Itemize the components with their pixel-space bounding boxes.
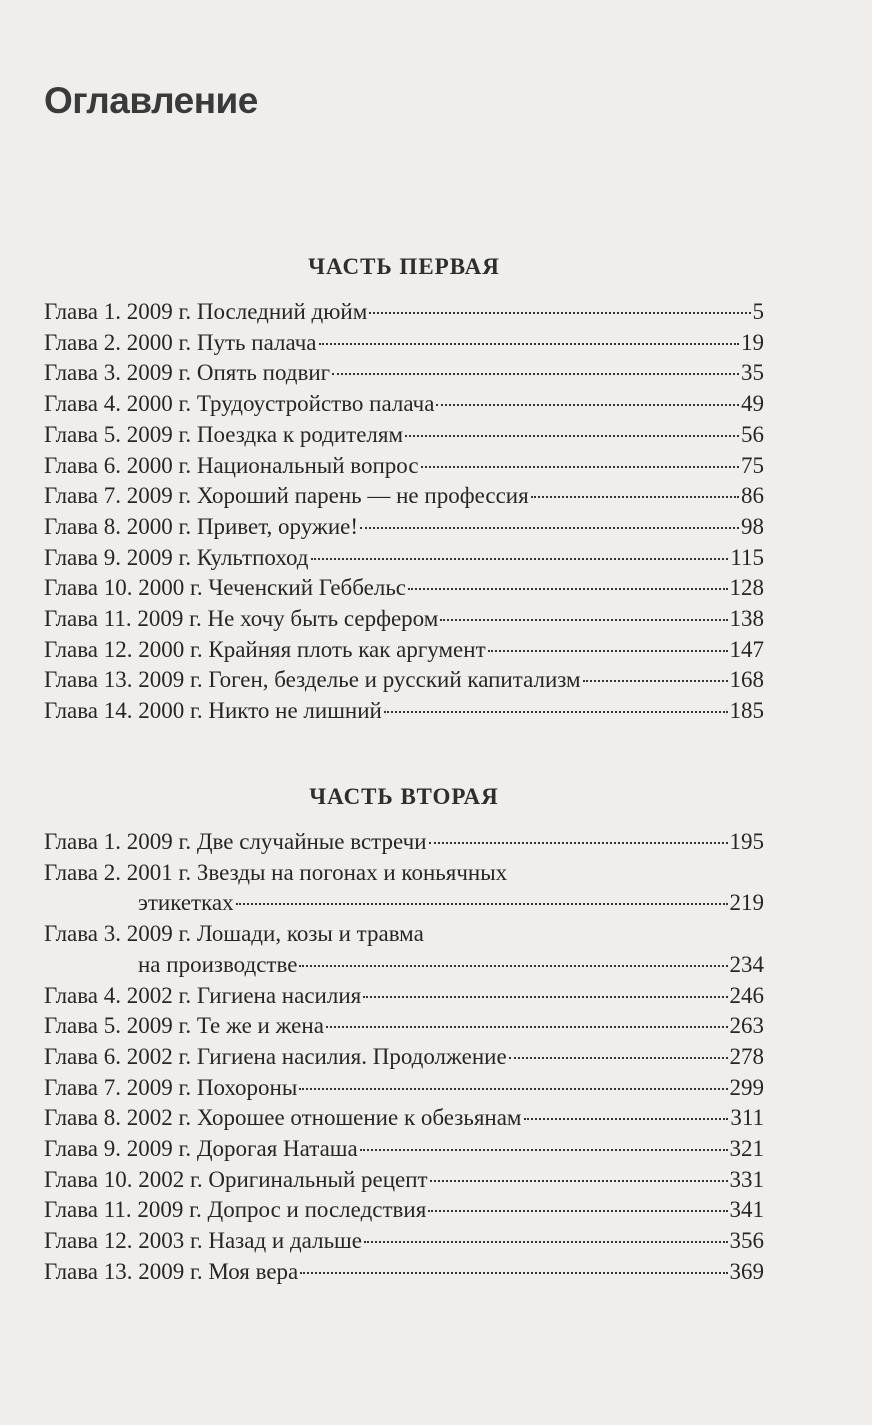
- chapter-title: на производстве: [138, 951, 298, 977]
- toc-entry[interactable]: [44, 665, 764, 696]
- toc-line: [44, 1011, 764, 1042]
- dot-leader: [236, 903, 728, 905]
- page-number: 341: [729, 1197, 764, 1223]
- toc-line: [44, 481, 764, 512]
- dot-leader: [583, 680, 728, 682]
- toc-line: [44, 858, 764, 889]
- dot-leader: [300, 1272, 727, 1274]
- page-number: 195: [729, 829, 764, 854]
- chapter-title: Глава 1. 2009 г. Две случайные встречи: [44, 829, 427, 854]
- chapter-title: Глава 11. 2009 г. Не хочу быть серфером: [44, 606, 439, 632]
- page-number: 263: [729, 1013, 764, 1039]
- page-number: 147: [729, 636, 764, 662]
- chapter-title: Глава 13. 2009 г. Гоген, безделье и русский капитализм: [44, 667, 581, 693]
- toc-entry[interactable]: [44, 1011, 764, 1042]
- page-number: 246: [729, 982, 764, 1008]
- toc-line: [44, 1226, 764, 1257]
- toc-line: [44, 981, 764, 1012]
- toc-entry[interactable]: [44, 1134, 764, 1165]
- page-number: 19: [741, 329, 764, 355]
- dot-leader: [360, 1149, 728, 1151]
- chapter-title: Глава 4. 2000 г. Трудоустройство палача: [44, 391, 435, 417]
- dot-leader: [408, 588, 727, 590]
- toc-line: [44, 888, 764, 919]
- toc-entry[interactable]: [44, 1103, 764, 1134]
- toc-entry[interactable]: [44, 1195, 764, 1226]
- toc-line: [44, 696, 764, 727]
- toc-line: [44, 420, 764, 451]
- dot-leader: [524, 1118, 729, 1120]
- dot-leader: [299, 1088, 727, 1090]
- page-number: 98: [741, 513, 764, 539]
- chapter-title: Глава 7. 2009 г. Похороны: [44, 1074, 298, 1100]
- chapter-title: Глава 5. 2009 г. Поездка к родителям: [44, 421, 404, 447]
- toc-entry[interactable]: [44, 827, 764, 858]
- toc-line: [44, 1042, 764, 1073]
- page-number: 86: [741, 483, 764, 509]
- chapter-title: Глава 7. 2009 г. Хороший парень — не профессия: [44, 483, 529, 509]
- dot-leader: [429, 842, 728, 844]
- page-number: 75: [741, 452, 764, 478]
- toc-line: [44, 665, 764, 696]
- dot-leader: [509, 1057, 728, 1059]
- part-one: [44, 253, 764, 727]
- toc-entry[interactable]: [44, 919, 764, 980]
- dot-leader: [440, 619, 727, 621]
- dot-leader: [360, 527, 739, 529]
- toc-line: [44, 635, 764, 666]
- dot-leader: [326, 1026, 728, 1028]
- toc-line: [44, 1165, 764, 1196]
- dot-leader: [428, 1210, 727, 1212]
- dot-leader: [332, 373, 739, 375]
- page-number: 356: [729, 1228, 764, 1254]
- chapter-title: Глава 8. 2000 г. Привет, оружие!: [44, 513, 358, 539]
- toc-entry[interactable]: [44, 543, 764, 574]
- chapter-title: Глава 9. 2009 г. Дорогая Наташа: [44, 1136, 358, 1162]
- toc-line: [44, 1134, 764, 1165]
- chapter-title: Глава 4. 2002 г. Гигиена насилия: [44, 982, 362, 1008]
- page-number: 234: [729, 951, 764, 977]
- dot-leader: [436, 404, 739, 406]
- toc-entry[interactable]: [44, 512, 764, 543]
- toc-entry[interactable]: [44, 420, 764, 451]
- chapter-title: Глава 13. 2009 г. Моя вера: [44, 1258, 299, 1284]
- chapter-title: Глава 1. 2009 г. Последний дюйм: [44, 299, 368, 324]
- toc-entry[interactable]: [44, 858, 764, 919]
- toc-entry[interactable]: [44, 1257, 764, 1288]
- dot-leader: [405, 435, 739, 437]
- chapter-title: Глава 8. 2002 г. Хорошее отношение к обезьянам: [44, 1105, 522, 1131]
- page-number: 128: [729, 575, 764, 601]
- toc-entry[interactable]: [44, 1042, 764, 1073]
- page-number: 185: [729, 698, 764, 724]
- toc-entry[interactable]: [44, 696, 764, 727]
- page-number: 49: [741, 391, 764, 417]
- chapter-title: Глава 10. 2002 г. Оригинальный рецепт: [44, 1166, 428, 1192]
- chapter-title: этикетках: [138, 890, 234, 916]
- toc-line: [44, 827, 764, 858]
- dot-leader: [488, 650, 728, 652]
- dot-leader: [299, 965, 727, 967]
- dot-leader: [363, 996, 727, 998]
- page-number: 299: [729, 1074, 764, 1100]
- chapter-title: Глава 10. 2000 г. Чеченский Геббельс: [44, 575, 407, 601]
- toc-list: [44, 297, 764, 727]
- part-heading: ЧАСТЬ ВТОРАЯ: [309, 784, 499, 809]
- toc-entry[interactable]: [44, 481, 764, 512]
- chapter-title: Глава 6. 2000 г. Национальный вопрос: [44, 452, 419, 478]
- toc-entry[interactable]: [44, 604, 764, 635]
- part-heading: ЧАСТЬ ПЕРВАЯ: [308, 254, 500, 279]
- page-number: 138: [729, 606, 764, 632]
- page-number: 311: [730, 1105, 764, 1131]
- toc-line: [44, 1103, 764, 1134]
- chapter-title: Глава 14. 2000 г. Никто не лишний: [44, 698, 382, 724]
- chapter-title: Глава 11. 2009 г. Допрос и последствия: [44, 1197, 427, 1223]
- toc-entry[interactable]: [44, 635, 764, 666]
- toc-entry[interactable]: [44, 1226, 764, 1257]
- page-number: 56: [741, 421, 764, 447]
- toc-entry[interactable]: [44, 328, 764, 359]
- chapter-title: Глава 3. 2009 г. Опять подвиг: [44, 360, 331, 386]
- toc-line: [44, 604, 764, 635]
- dot-leader: [531, 496, 739, 498]
- toc-line: [44, 389, 764, 420]
- toc-entry[interactable]: [44, 389, 764, 420]
- toc-entry[interactable]: [44, 981, 764, 1012]
- chapter-title: Глава 3. 2009 г. Лошади, козы и травма: [44, 921, 424, 947]
- part-two: [44, 783, 764, 1288]
- chapter-title: Глава 12. 2000 г. Крайняя плоть как аргумент: [44, 636, 486, 662]
- page-number: 35: [741, 360, 764, 386]
- page-number: 278: [729, 1043, 764, 1069]
- toc-line: [44, 328, 764, 359]
- page-number: 5: [752, 299, 764, 324]
- toc-entry[interactable]: [44, 297, 764, 328]
- dot-leader: [384, 711, 728, 713]
- toc-line: [44, 950, 764, 981]
- toc-entry[interactable]: [44, 451, 764, 482]
- chapter-title: Глава 6. 2002 г. Гигиена насилия. Продолжение: [44, 1043, 507, 1069]
- chapter-title: Глава 12. 2003 г. Назад и дальше: [44, 1228, 362, 1254]
- toc-line: [44, 512, 764, 543]
- toc-line: [44, 1195, 764, 1226]
- dot-leader: [311, 558, 729, 560]
- toc-line: [44, 297, 764, 328]
- page-number: 219: [729, 890, 764, 916]
- toc-line: [44, 919, 764, 950]
- dot-leader: [421, 466, 739, 468]
- dot-leader: [369, 312, 750, 314]
- page-number: 369: [729, 1258, 764, 1284]
- toc-line: [44, 543, 764, 574]
- page-title: Оглавление: [44, 80, 258, 121]
- page-number: 115: [730, 544, 764, 570]
- toc-entry[interactable]: [44, 1073, 764, 1104]
- toc-line: [44, 573, 764, 604]
- toc-line: [44, 451, 764, 482]
- chapter-title: Глава 2. 2000 г. Путь палача: [44, 329, 317, 355]
- chapter-title: Глава 2. 2001 г. Звезды на погонах и коньячных: [44, 859, 508, 885]
- dot-leader: [319, 343, 739, 345]
- chapter-title: Глава 9. 2009 г. Культпоход: [44, 544, 309, 570]
- page-number: 168: [729, 667, 764, 693]
- dot-leader: [430, 1180, 728, 1182]
- page-number: 321: [729, 1136, 764, 1162]
- toc-line: [44, 358, 764, 389]
- page-number: 331: [729, 1166, 764, 1192]
- toc-line: [44, 1073, 764, 1104]
- toc-list: [44, 827, 764, 1288]
- toc-entry[interactable]: [44, 358, 764, 389]
- toc-entry[interactable]: [44, 1165, 764, 1196]
- toc-entry[interactable]: [44, 573, 764, 604]
- toc-line: [44, 1257, 764, 1288]
- dot-leader: [364, 1241, 728, 1243]
- chapter-title: Глава 5. 2009 г. Те же и жена: [44, 1013, 324, 1039]
